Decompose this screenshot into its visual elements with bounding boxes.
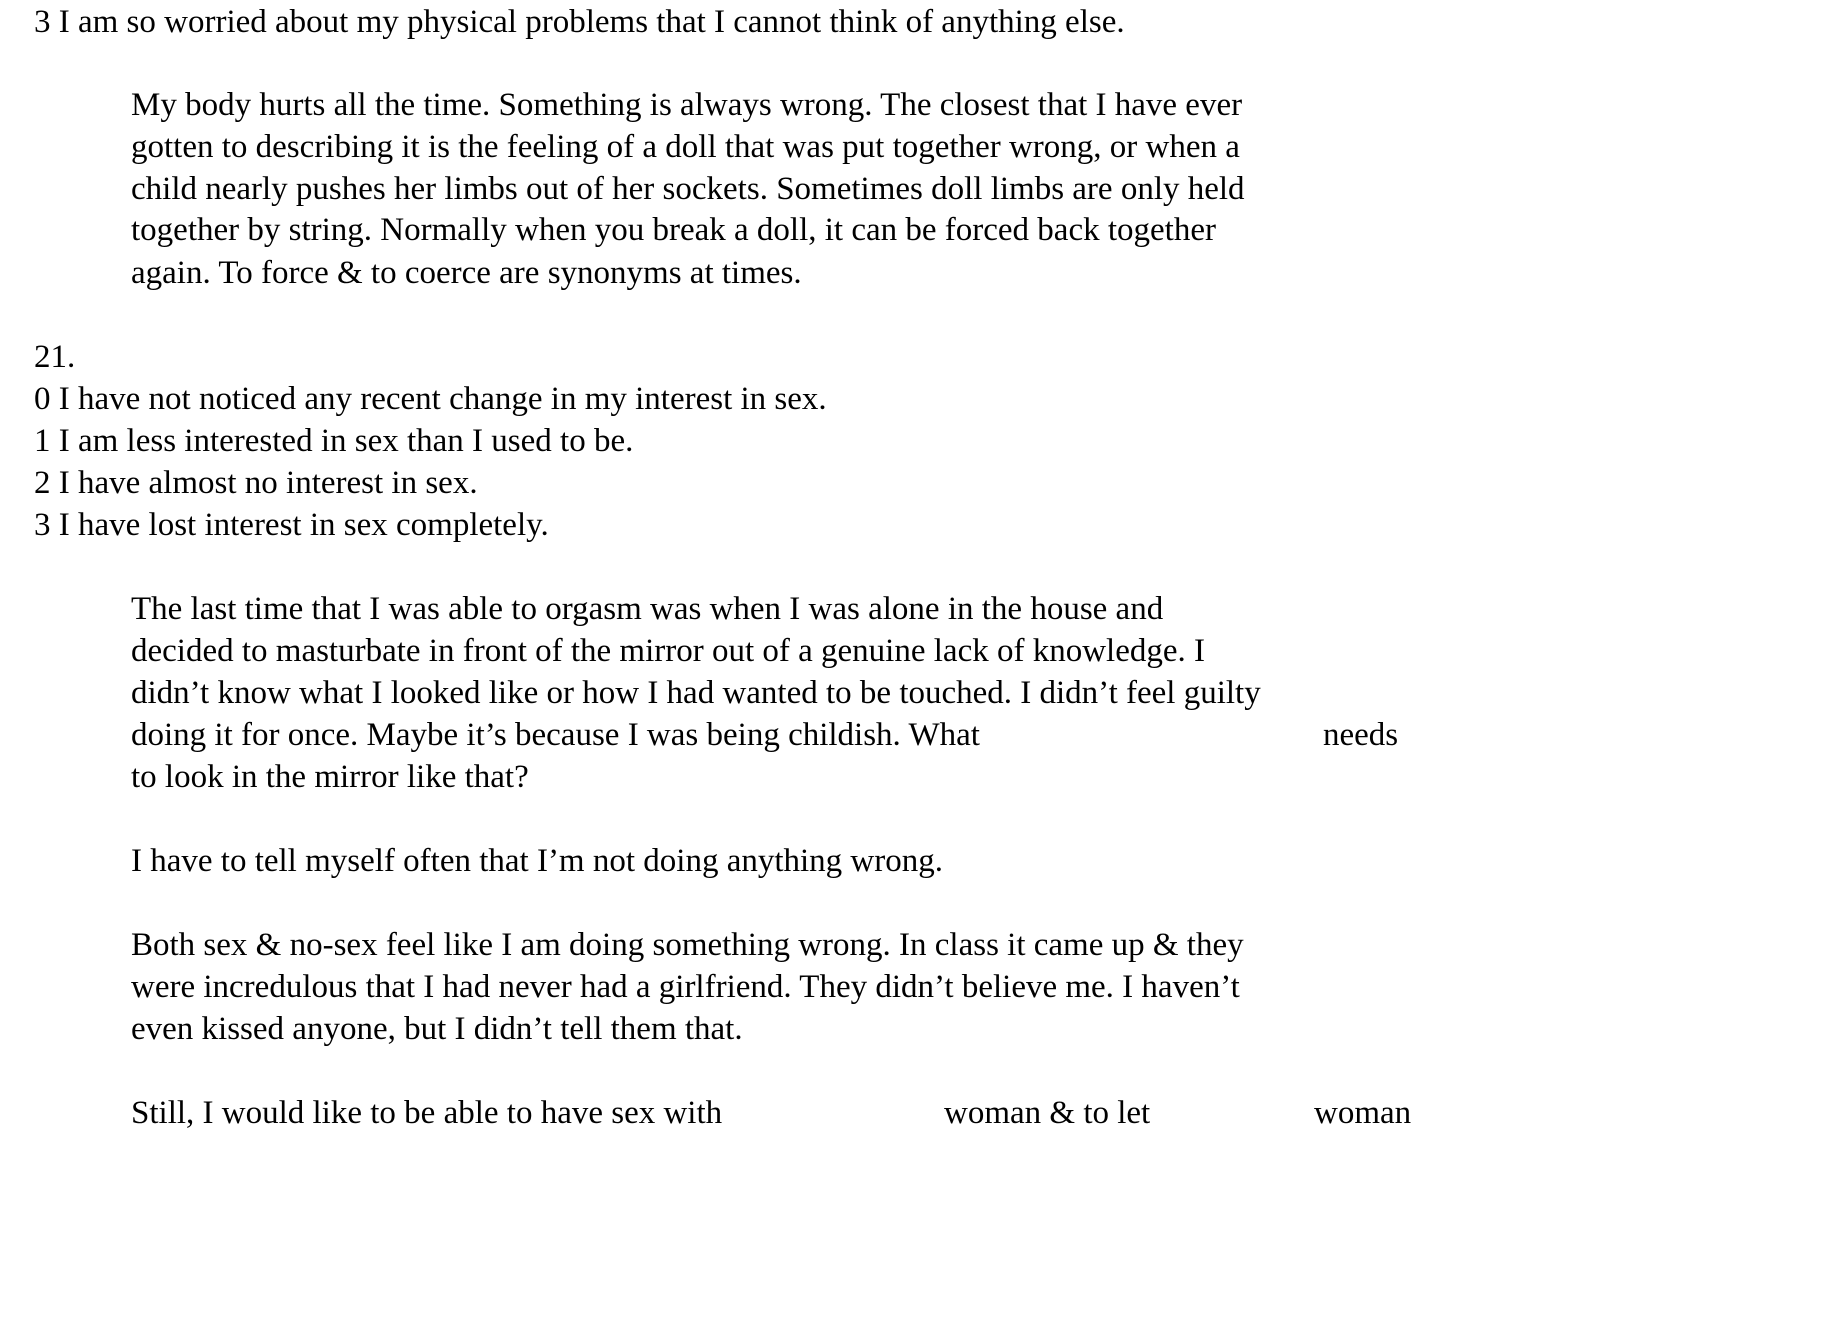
paragraph-line: didn’t know what I looked like or how I had wanted to be touched. I didn’t feel guilty [131, 675, 1261, 711]
questionnaire-option: 2 I have almost no interest in sex. [34, 465, 478, 501]
paragraph-line: I have to tell myself often that I’m not doing anything wrong. [131, 843, 943, 879]
paragraph-line: were incredulous that I had never had a girlfriend. They didn’t believe me. I haven’t [131, 969, 1240, 1005]
paragraph-line: even kissed anyone, but I didn’t tell them that. [131, 1011, 743, 1047]
paragraph-word: needs [1323, 717, 1399, 753]
paragraph-line: Both sex & no-sex feel like I am doing something wrong. In class it came up & they [131, 927, 1244, 963]
paragraph-line: Still, I would like to be able to have sex with [131, 1095, 723, 1131]
paragraph-line: The last time that I was able to orgasm was when I was alone in the house and [131, 591, 1164, 627]
questionnaire-option: 3 I have lost interest in sex completely. [34, 507, 549, 543]
paragraph-line: My body hurts all the time. Something is always wrong. The closest that I have ever [131, 87, 1243, 123]
paragraph-word: woman & to let [944, 1095, 1151, 1131]
paragraph-line: to look in the mirror like that? [131, 759, 529, 795]
paragraph-line: doing it for once. Maybe it’s because I was being childish. What [131, 717, 980, 753]
questionnaire-item-number: 21. [34, 339, 76, 375]
paragraph-line: decided to masturbate in front of the mirror out of a genuine lack of knowledge. I [131, 633, 1205, 669]
paragraph-word: woman [1314, 1095, 1412, 1131]
paragraph-line: again. To force & to coerce are synonyms at times. [131, 255, 802, 291]
questionnaire-option: 1 I am less interested in sex than I used to be. [34, 423, 634, 459]
paragraph-line: gotten to describing it is the feeling of a doll that was put together wrong, or when a [131, 129, 1240, 165]
paragraph-line: together by string. Normally when you break a doll, it can be forced back together [131, 212, 1216, 248]
paragraph-line: child nearly pushes her limbs out of her sockets. Sometimes doll limbs are only held [131, 171, 1245, 207]
questionnaire-option: 0 I have not noticed any recent change in my interest in sex. [34, 381, 827, 417]
questionnaire-option: 3 I am so worried about my physical problems that I cannot think of anything else. [34, 4, 1125, 40]
